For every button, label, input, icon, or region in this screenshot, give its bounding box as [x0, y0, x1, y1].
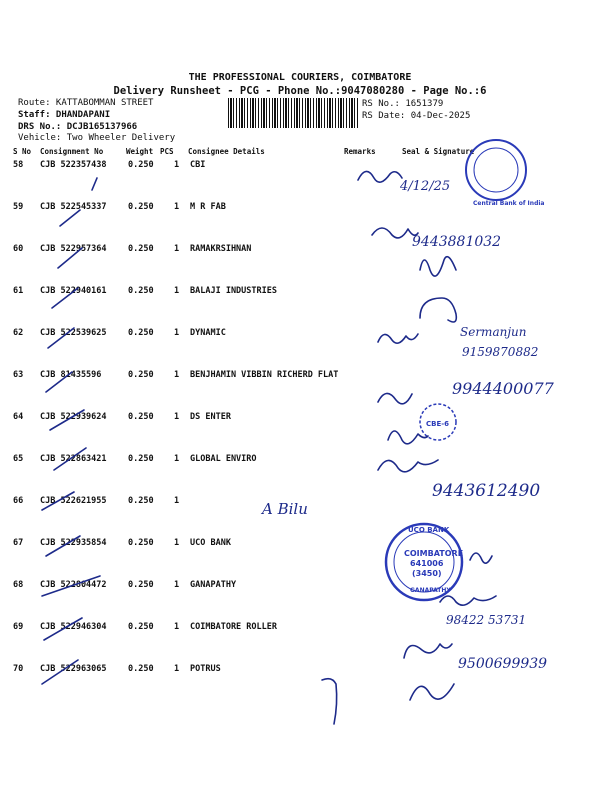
check-mark-70 [322, 679, 337, 724]
row-consignee: BALAJI INDUSTRIES [190, 286, 277, 296]
cbe-stamp-text: CBE-6 [426, 420, 450, 428]
row-consignee: CBI [190, 160, 206, 170]
row-consignee: POTRUS [190, 664, 221, 674]
row-sno: 64 [13, 412, 24, 422]
row-pcs: 1 [174, 202, 180, 212]
row-weight: 0.250 [128, 412, 154, 422]
row-weight: 0.250 [128, 622, 154, 632]
row-consignment: CJB 522539625 [40, 328, 107, 338]
row-consignment: CJB 522940161 [40, 286, 107, 296]
tick-mark [46, 372, 72, 392]
vehicle-label: Vehicle: Two Wheeler Delivery [18, 133, 176, 143]
row-sno: 59 [13, 202, 24, 212]
signature-62 [378, 334, 418, 343]
row-weight: 0.250 [128, 370, 154, 380]
rs-date: RS Date: 04-Dec-2025 [362, 111, 471, 121]
row-weight: 0.250 [128, 496, 154, 506]
row-weight: 0.250 [128, 286, 154, 296]
name-handwritten-66: A Bilu [262, 500, 308, 518]
signature-67 [470, 553, 492, 563]
central-bank-stamp-text: Central Bank of India [473, 200, 545, 207]
tick-mark [58, 248, 82, 268]
row-pcs: 1 [174, 622, 180, 632]
tick-mark [48, 328, 74, 348]
tick-mark [52, 288, 78, 308]
uco-stamp-line5: GANAPATHY [410, 587, 451, 594]
row-pcs: 1 [174, 370, 180, 380]
row-sno: 69 [13, 622, 24, 632]
row-sno: 67 [13, 538, 24, 548]
row-sno: 58 [13, 160, 24, 170]
rs-number: RS No.: 1651379 [362, 99, 444, 109]
row-consignment: CJB 522935854 [40, 538, 107, 548]
phone-handwritten-65: 9443612490 [432, 481, 541, 501]
row-pcs: 1 [174, 412, 180, 422]
signature-61 [420, 298, 456, 322]
row-consignee: BENJHAMIN VIBBIN RICHERD FLAT [190, 370, 339, 380]
row-sno: 63 [13, 370, 24, 380]
row-sno: 62 [13, 328, 24, 338]
col-consignment: Consignment No [40, 147, 104, 156]
row-consignee: DS ENTER [190, 412, 231, 422]
tick-mark [54, 448, 86, 470]
col-remarks: Remarks [344, 147, 376, 156]
row-weight: 0.250 [128, 202, 154, 212]
row-consignment: CJB 522621955 [40, 496, 107, 506]
row-consignee: GLOBAL ENVIRO [190, 454, 257, 464]
runsheet-subtitle: Delivery Runsheet - PCG - Phone No.:9047080280 - Page No.:6 [113, 85, 487, 97]
row-pcs: 1 [174, 244, 180, 254]
row-pcs: 1 [174, 580, 180, 590]
tick-mark [44, 618, 82, 640]
row-sno: 66 [13, 496, 24, 506]
signature-64 [388, 431, 428, 444]
row-weight: 0.250 [128, 328, 154, 338]
signature-58 [358, 171, 402, 182]
uco-stamp-line3: 641006 [410, 559, 444, 568]
row-pcs: 1 [174, 454, 180, 464]
cbe-stamp [420, 404, 456, 440]
col-pcs: PCS [160, 147, 174, 156]
date-handwritten: 4/12/25 [400, 179, 451, 194]
row-consignment: CJB 81435596 [40, 370, 102, 380]
tick-mark [46, 536, 80, 556]
row-pcs: 1 [174, 538, 180, 548]
row-weight: 0.250 [128, 454, 154, 464]
tick-mark [42, 660, 78, 684]
row-consignee: DYNAMIC [190, 328, 226, 338]
signature-68 [440, 596, 496, 605]
row-pcs: 1 [174, 496, 180, 506]
col-sno: S No [13, 147, 32, 156]
signature-60 [420, 257, 456, 276]
uco-stamp-line4: (3450) [412, 569, 442, 578]
uco-bank-stamp [386, 524, 463, 600]
row-weight: 0.250 [128, 580, 154, 590]
row-consignment: CJB 522963065 [40, 664, 107, 674]
signature-70 [410, 684, 454, 700]
tick-mark [50, 410, 84, 430]
phone-handwritten-68: 98422 53731 [446, 613, 527, 627]
row-consignment: CJB 522545337 [40, 202, 107, 212]
row-consignment: CJB 522357438 [40, 160, 107, 170]
row-consignee: UCO BANK [190, 538, 231, 548]
row-consignee: COIMBATORE ROLLER [190, 622, 277, 632]
row-consignee: GANAPATHY [190, 580, 237, 590]
row-pcs: 1 [174, 286, 180, 296]
row-consignment: CJB 522863421 [40, 454, 107, 464]
row-pcs: 1 [174, 160, 180, 170]
row-weight: 0.250 [128, 244, 154, 254]
row-consignment: CJB 522957364 [40, 244, 107, 254]
tick-mark [42, 576, 100, 596]
row-pcs: 1 [174, 328, 180, 338]
row-sno: 61 [13, 286, 24, 296]
row-sno: 70 [13, 664, 24, 674]
signature-63 [378, 393, 412, 403]
name-handwritten-62: Sermanjun [460, 325, 527, 339]
row-weight: 0.250 [128, 664, 154, 674]
row-pcs: 1 [174, 664, 180, 674]
row-sno: 60 [13, 244, 24, 254]
row-sno: 65 [13, 454, 24, 464]
row-sno: 68 [13, 580, 24, 590]
row-consignee: M R FAB [190, 202, 226, 212]
phone-handwritten-59: 9443881032 [412, 234, 502, 250]
row-consignment: CJB 522946304 [40, 622, 107, 632]
signature-69 [404, 644, 452, 658]
row-weight: 0.250 [128, 160, 154, 170]
company-title: THE PROFESSIONAL COURIERS, COIMBATORE [188, 72, 412, 83]
row-weight: 0.250 [128, 538, 154, 548]
tick-mark [92, 178, 97, 190]
central-bank-stamp [466, 140, 544, 207]
col-weight: Weight [126, 147, 154, 156]
phone-handwritten-63: 9944400077 [452, 379, 554, 398]
row-consignment: CJB 522939624 [40, 412, 107, 422]
row-consignment: CJB 522804472 [40, 580, 107, 590]
col-consignee: Consignee Details [188, 147, 265, 156]
signature-65 [378, 460, 438, 472]
tick-mark [42, 492, 74, 510]
row-consignee: RAMAKRSIHNAN [190, 244, 252, 254]
uco-stamp-line1: UCO BANK [408, 526, 450, 534]
phone-handwritten-62: 9159870882 [462, 345, 539, 359]
tick-mark [60, 210, 80, 226]
phone-handwritten-69: 9500699939 [458, 656, 548, 672]
staff-label: Staff: DHANDAPANI [18, 110, 111, 120]
drs-label: DRS No.: DCJB165137966 [18, 122, 138, 132]
uco-stamp-line2: COIMBATORE [404, 549, 464, 558]
col-seal-signature: Seal & Signature [402, 147, 475, 156]
route-label: Route: KATTABOMMAN STREET [18, 98, 154, 108]
